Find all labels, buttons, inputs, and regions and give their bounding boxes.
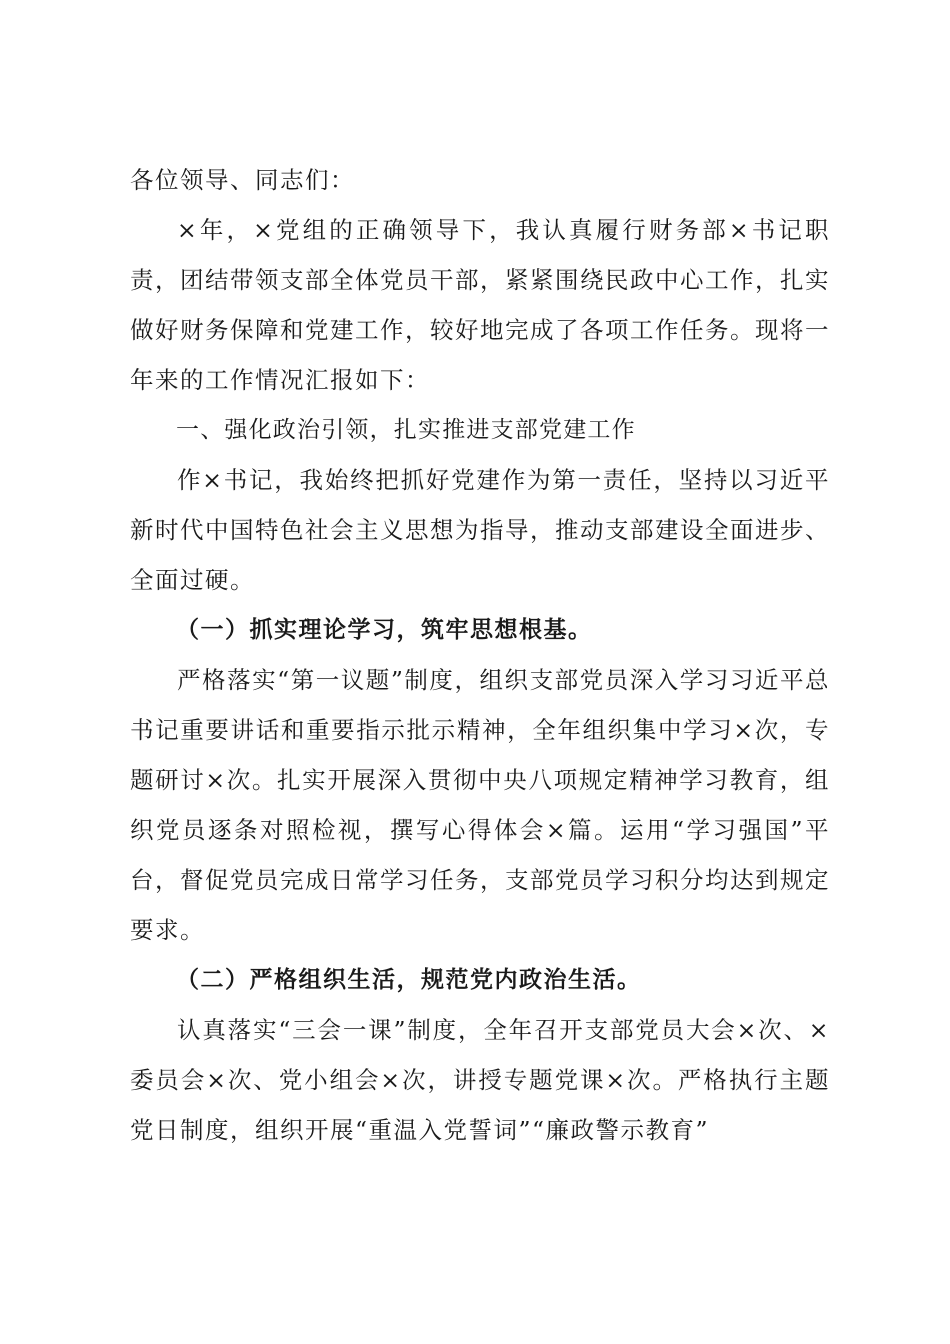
subsection-heading-2: （二）严格组织生活，规范党内政治生活。 [176,966,642,993]
subsection-2-paragraph: 认真落实“三会一课”制度，全年召开支部党员大会×次、×委员会×次、党小组会×次，讲授专题党课×次。严格执行主题党日制度，组织开展“重温入党誓词”“廉政警示教育” [130,1016,830,1144]
section-1-paragraph: 作×书记，我始终把抓好党建作为第一责任，坚持以习近平新时代中国特色社会主义思想为指导，推动支部建设全面进步、全面过硬。 [130,466,830,594]
section-heading-1: 一、强化政治引领，扎实推进支部党建工作 [176,417,636,443]
salutation: 各位领导、同志们： [130,166,355,194]
subsection-heading-1: （一）抓实理论学习，筑牢思想根基。 [176,616,593,643]
document-body [130,155,830,1155]
intro-paragraph: ×年，×党组的正确领导下，我认真履行财务部×书记职责，团结带领支部全体党员干部，紧紧围绕民政中心工作，扎实做好财务保障和党建工作，较好地完成了各项工作任务。现将一年来的工作情况汇报如下： [130,216,830,394]
subsection-1-paragraph: 严格落实“第一议题”制度，组织支部党员深入学习习近平总书记重要讲话和重要指示批示精神，全年组织集中学习×次，专题研讨×次。扎实开展深入贯彻中央八项规定精神学习教育，组织党员逐条对照检视，撰写心得体会×篇。运用“学习强国”平台，督促党员完成日常学习任务，支部党员学习积分均达到规定要求。 [130,666,830,944]
